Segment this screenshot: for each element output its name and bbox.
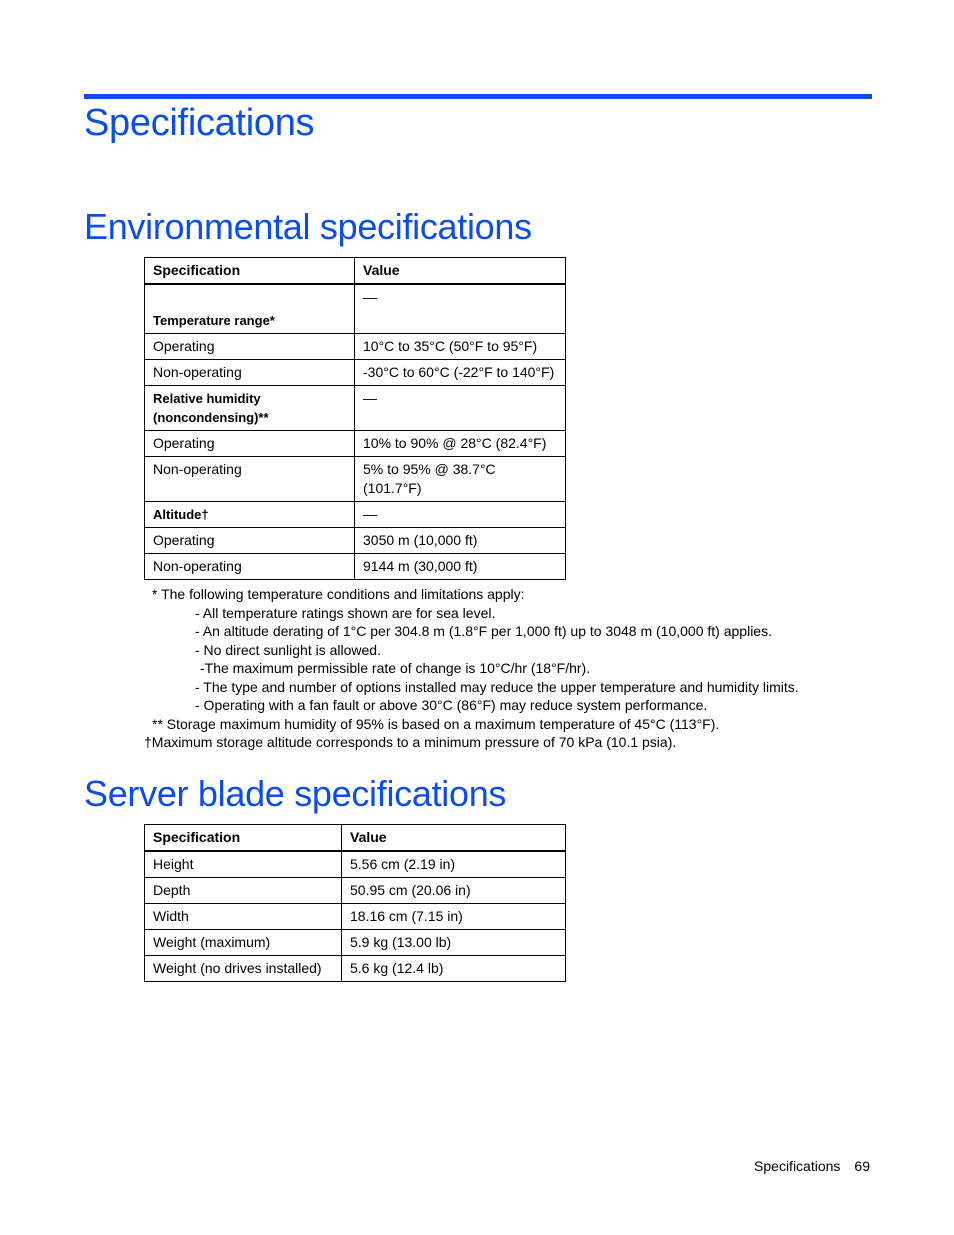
table-cell: Operating (145, 431, 355, 457)
title-rule (84, 94, 872, 99)
table-row (145, 904, 566, 930)
table-cell: Weight (no drives installed) (145, 956, 342, 982)
table-row (145, 334, 566, 360)
temperature-note-intro: * The following temperature conditions and limitations apply: (152, 586, 525, 602)
table-cell: Non-operating (145, 360, 355, 386)
page-title: Specifications (84, 102, 315, 144)
page-footer (754, 1158, 870, 1174)
table-cell: Weight (maximum) (145, 930, 342, 956)
table-row (145, 851, 566, 878)
table-row (145, 878, 566, 904)
header-value: Value (342, 825, 566, 852)
table-cell: Non-operating (145, 554, 355, 580)
temperature-note-item: - Operating with a fan fault or above 30°C (86°F) may reduce system performance. (195, 697, 708, 713)
table-cell: 5.9 kg (13.00 lb) (342, 930, 566, 956)
temperature-note-item: - An altitude derating of 1°C per 304.8 m (1.8°F per 1,000 ft) up to 3048 m (10,000 ft) applies. (195, 623, 772, 639)
header-spec: Specification (145, 825, 342, 852)
table-cell: 5.56 cm (2.19 in) (342, 851, 566, 878)
table-row (145, 528, 566, 554)
table-cell: Non-operating (145, 457, 355, 502)
table-cell: 5.6 kg (12.4 lb) (342, 956, 566, 982)
table-row (145, 386, 566, 431)
table-cell: 3050 m (10,000 ft) (355, 528, 566, 554)
header-value: Value (355, 258, 566, 285)
altitude-note: †Maximum storage altitude corresponds to a minimum pressure of 70 kPa (10.1 psia). (144, 734, 677, 750)
table-cell: Width (145, 904, 342, 930)
temperature-range-label: Temperature range* (145, 284, 355, 334)
table-row (145, 284, 566, 334)
server-blade-table (144, 824, 566, 982)
table-cell: — (355, 284, 566, 334)
environmental-heading: Environmental specifications (84, 206, 532, 247)
table-header-row (145, 825, 566, 852)
footnotes (144, 585, 799, 752)
table-cell: — (355, 386, 566, 431)
table-cell: 10% to 90% @ 28°C (82.4°F) (355, 431, 566, 457)
table-cell: Operating (145, 528, 355, 554)
table-row (145, 554, 566, 580)
table-cell: — (355, 502, 566, 528)
table-cell: Operating (145, 334, 355, 360)
relative-humidity-label: Relative humidity (noncondensing)** (145, 386, 355, 431)
table-row (145, 956, 566, 982)
temperature-note-item: - No direct sunlight is allowed. (195, 641, 381, 658)
server-blade-heading: Server blade specifications (84, 773, 507, 814)
temperature-note-item: -The maximum permissible rate of change is 10°C/hr (18°F/hr). (200, 660, 591, 676)
table-row (145, 457, 566, 502)
table-cell: -30°C to 60°C (-22°F to 140°F) (355, 360, 566, 386)
table-cell: 9144 m (30,000 ft) (355, 554, 566, 580)
humidity-note: ** Storage maximum humidity of 95% is based on a maximum temperature of 45°C (113°F). (152, 715, 720, 732)
table-cell: 10°C to 35°C (50°F to 95°F) (355, 334, 566, 360)
table-cell: Depth (145, 878, 342, 904)
temperature-note-item: - The type and number of options installed may reduce the upper temperature and humidity limits. (195, 678, 799, 695)
table-cell: 50.95 cm (20.06 in) (342, 878, 566, 904)
table-row (145, 431, 566, 457)
footer-section: Specifications (754, 1158, 841, 1174)
temperature-note-item: - All temperature ratings shown are for sea level. (195, 604, 496, 621)
table-header-row (145, 258, 566, 285)
table-row (145, 502, 566, 528)
header-spec: Specification (145, 258, 355, 285)
table-row (145, 360, 566, 386)
table-row (145, 930, 566, 956)
altitude-label: Altitude† (145, 502, 355, 528)
page-number: 69 (854, 1158, 870, 1174)
table-cell: 5% to 95% @ 38.7°C (101.7°F) (355, 457, 566, 502)
environmental-table (144, 257, 566, 580)
table-cell: Height (145, 851, 342, 878)
table-cell: 18.16 cm (7.15 in) (342, 904, 566, 930)
